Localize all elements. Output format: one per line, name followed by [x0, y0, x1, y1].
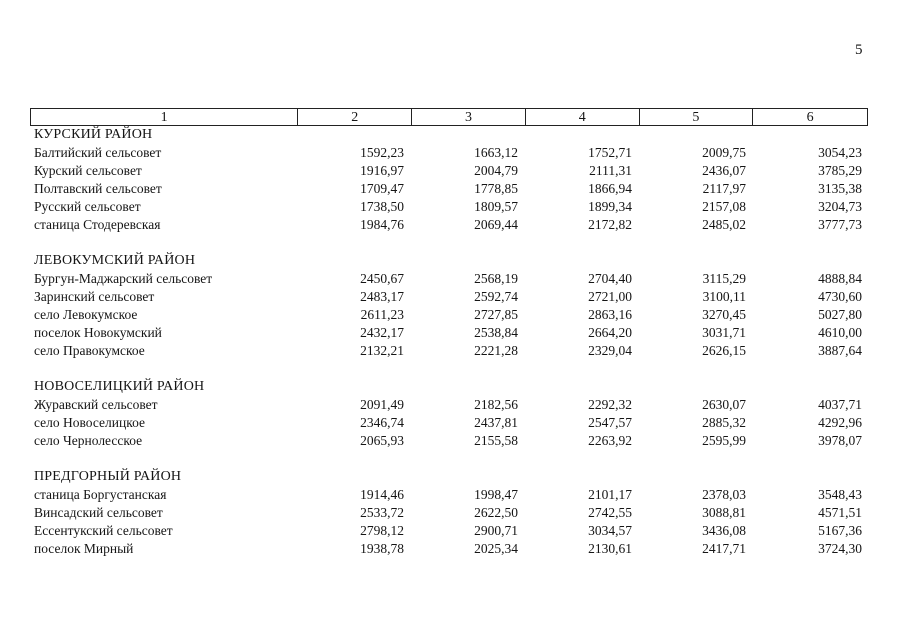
row-value-col-4: 2101,17 — [588, 487, 632, 502]
row-value-col-4: 2130,61 — [588, 541, 632, 556]
table-row — [30, 486, 868, 504]
row-value-col-4: 2111,31 — [589, 163, 632, 178]
table-row — [30, 306, 868, 324]
row-name: Балтийский сельсовет — [34, 145, 162, 160]
row-name: село Чернолесское — [34, 433, 143, 448]
row-value-col-3: 2437,81 — [474, 415, 518, 430]
row-value-col-6: 3724,30 — [818, 541, 862, 556]
row-value-col-5: 2009,75 — [702, 145, 746, 160]
row-value-col-5: 3088,81 — [702, 505, 746, 520]
row-value-col-3: 2622,50 — [474, 505, 518, 520]
table-row — [30, 540, 868, 558]
row-value-col-4: 2863,16 — [588, 307, 632, 322]
row-name: Заринский сельсовет — [34, 289, 155, 304]
row-name: поселок Новокумский — [34, 325, 162, 340]
row-value-col-5: 3436,08 — [702, 523, 746, 538]
row-value-col-2: 1738,50 — [360, 199, 404, 214]
row-name: станица Боргустанская — [34, 487, 167, 502]
table-row — [30, 396, 868, 414]
row-name: станица Стодеревская — [34, 217, 161, 232]
table-body — [30, 126, 868, 558]
row-value-col-6: 3777,73 — [818, 217, 862, 232]
table-row — [30, 414, 868, 432]
row-value-col-5: 2378,03 — [702, 487, 746, 502]
row-name: поселок Мирный — [34, 541, 134, 556]
row-name: Журавский сельсовет — [34, 397, 158, 412]
row-value-col-5: 2595,99 — [702, 433, 746, 448]
table-row — [30, 432, 868, 450]
table-row — [30, 324, 868, 342]
row-value-col-3: 1809,57 — [474, 199, 518, 214]
row-value-col-3: 2568,19 — [474, 271, 518, 286]
row-value-col-6: 4571,51 — [818, 505, 862, 520]
table-row — [30, 504, 868, 522]
column-header-4: 4 — [526, 109, 640, 125]
row-value-col-5: 3115,29 — [702, 271, 746, 286]
row-value-col-4: 1899,34 — [588, 199, 632, 214]
row-value-col-3: 2155,58 — [474, 433, 518, 448]
row-value-col-4: 2263,92 — [588, 433, 632, 448]
row-value-col-3: 2069,44 — [474, 217, 518, 232]
table-row — [30, 270, 868, 288]
row-value-col-2: 1916,97 — [360, 163, 404, 178]
row-value-col-5: 2117,97 — [702, 181, 746, 196]
row-value-col-5: 2417,71 — [702, 541, 746, 556]
row-value-col-4: 2292,32 — [588, 397, 632, 412]
row-value-col-4: 2172,82 — [588, 217, 632, 232]
row-name: Винсадский сельсовет — [34, 505, 163, 520]
row-value-col-4: 3034,57 — [588, 523, 632, 538]
row-name: Бургун-Маджарский сельсовет — [34, 271, 213, 286]
row-value-col-5: 3031,71 — [702, 325, 746, 340]
row-value-col-5: 3270,45 — [702, 307, 746, 322]
row-value-col-2: 2065,93 — [360, 433, 404, 448]
row-value-col-5: 2485,02 — [702, 217, 746, 232]
row-name: Полтавский сельсовет — [34, 181, 162, 196]
table-row — [30, 198, 868, 216]
row-value-col-6: 3054,23 — [818, 145, 862, 160]
row-value-col-5: 2157,08 — [702, 199, 746, 214]
section-title: НОВОСЕЛИЦКИЙ РАЙОН — [34, 379, 205, 394]
table-row — [30, 180, 868, 198]
row-value-col-3: 2004,79 — [474, 163, 518, 178]
row-value-col-2: 2091,49 — [360, 397, 404, 412]
row-value-col-2: 2798,12 — [360, 523, 404, 538]
row-value-col-3: 1998,47 — [474, 487, 518, 502]
column-header-5: 5 — [640, 109, 754, 125]
row-value-col-3: 2538,84 — [474, 325, 518, 340]
row-value-col-4: 1752,71 — [588, 145, 632, 160]
table-row — [30, 342, 868, 360]
row-name: Русский сельсовет — [34, 199, 141, 214]
row-value-col-2: 2346,74 — [360, 415, 404, 430]
section-title: ПРЕДГОРНЫЙ РАЙОН — [34, 469, 182, 484]
row-value-col-2: 1592,23 — [360, 145, 404, 160]
row-value-col-4: 2329,04 — [588, 343, 632, 358]
row-name: Ессентукский сельсовет — [34, 523, 173, 538]
row-value-col-6: 3135,38 — [818, 181, 862, 196]
page-number: 5 — [855, 42, 863, 58]
table-header — [30, 108, 868, 126]
row-value-col-5: 2626,15 — [702, 343, 746, 358]
table-row — [30, 162, 868, 180]
row-value-col-6: 5167,36 — [818, 523, 862, 538]
row-value-col-6: 3785,29 — [818, 163, 862, 178]
row-value-col-5: 2885,32 — [702, 415, 746, 430]
row-value-col-2: 2450,67 — [360, 271, 404, 286]
row-name: Курский сельсовет — [34, 163, 142, 178]
row-value-col-4: 1866,94 — [588, 181, 632, 196]
row-value-col-5: 2630,07 — [702, 397, 746, 412]
row-value-col-4: 2664,20 — [588, 325, 632, 340]
row-value-col-2: 1938,78 — [360, 541, 404, 556]
row-value-col-3: 2182,56 — [474, 397, 518, 412]
table-row — [30, 216, 868, 234]
row-value-col-4: 2721,00 — [588, 289, 632, 304]
table-row — [30, 522, 868, 540]
row-name: село Левокумское — [34, 307, 138, 322]
row-value-col-2: 2611,23 — [360, 307, 404, 322]
row-value-col-2: 1914,46 — [360, 487, 404, 502]
row-value-col-4: 2704,40 — [588, 271, 632, 286]
row-value-col-6: 4037,71 — [818, 397, 862, 412]
row-value-col-5: 2436,07 — [702, 163, 746, 178]
row-value-col-3: 1778,85 — [474, 181, 518, 196]
row-value-col-6: 3204,73 — [818, 199, 862, 214]
row-value-col-3: 2727,85 — [474, 307, 518, 322]
row-value-col-6: 4730,60 — [818, 289, 862, 304]
row-value-col-3: 2592,74 — [474, 289, 518, 304]
row-value-col-6: 3978,07 — [818, 433, 862, 448]
column-header-6: 6 — [806, 110, 814, 125]
row-value-col-2: 2483,17 — [360, 289, 404, 304]
row-value-col-6: 3548,43 — [818, 487, 862, 502]
row-value-col-4: 2547,57 — [588, 415, 632, 430]
row-value-col-2: 2432,17 — [360, 325, 404, 340]
row-value-col-6: 5027,80 — [818, 307, 862, 322]
section-title: КУРСКИЙ РАЙОН — [34, 127, 153, 142]
row-value-col-5: 3100,11 — [702, 289, 746, 304]
column-header-1: 1 — [31, 109, 298, 125]
section-title: ЛЕВОКУМСКИЙ РАЙОН — [34, 253, 196, 268]
column-header-3: 3 — [412, 109, 526, 125]
row-value-col-6: 3887,64 — [818, 343, 862, 358]
row-value-col-2: 2132,21 — [360, 343, 404, 358]
row-name: село Новоселицкое — [34, 415, 145, 430]
table-row — [30, 288, 868, 306]
column-header-2: 2 — [298, 109, 412, 125]
row-value-col-2: 1984,76 — [360, 217, 404, 232]
row-value-col-3: 2025,34 — [474, 541, 518, 556]
row-value-col-3: 2221,28 — [474, 343, 518, 358]
row-value-col-6: 4888,84 — [818, 271, 862, 286]
row-value-col-6: 4610,00 — [818, 325, 862, 340]
row-value-col-3: 1663,12 — [474, 145, 518, 160]
row-value-col-4: 2742,55 — [588, 505, 632, 520]
row-value-col-2: 1709,47 — [360, 181, 404, 196]
row-value-col-2: 2533,72 — [360, 505, 404, 520]
row-value-col-6: 4292,96 — [818, 415, 862, 430]
row-name: село Правокумское — [34, 343, 145, 358]
row-value-col-3: 2900,71 — [474, 523, 518, 538]
table-row — [30, 144, 868, 162]
